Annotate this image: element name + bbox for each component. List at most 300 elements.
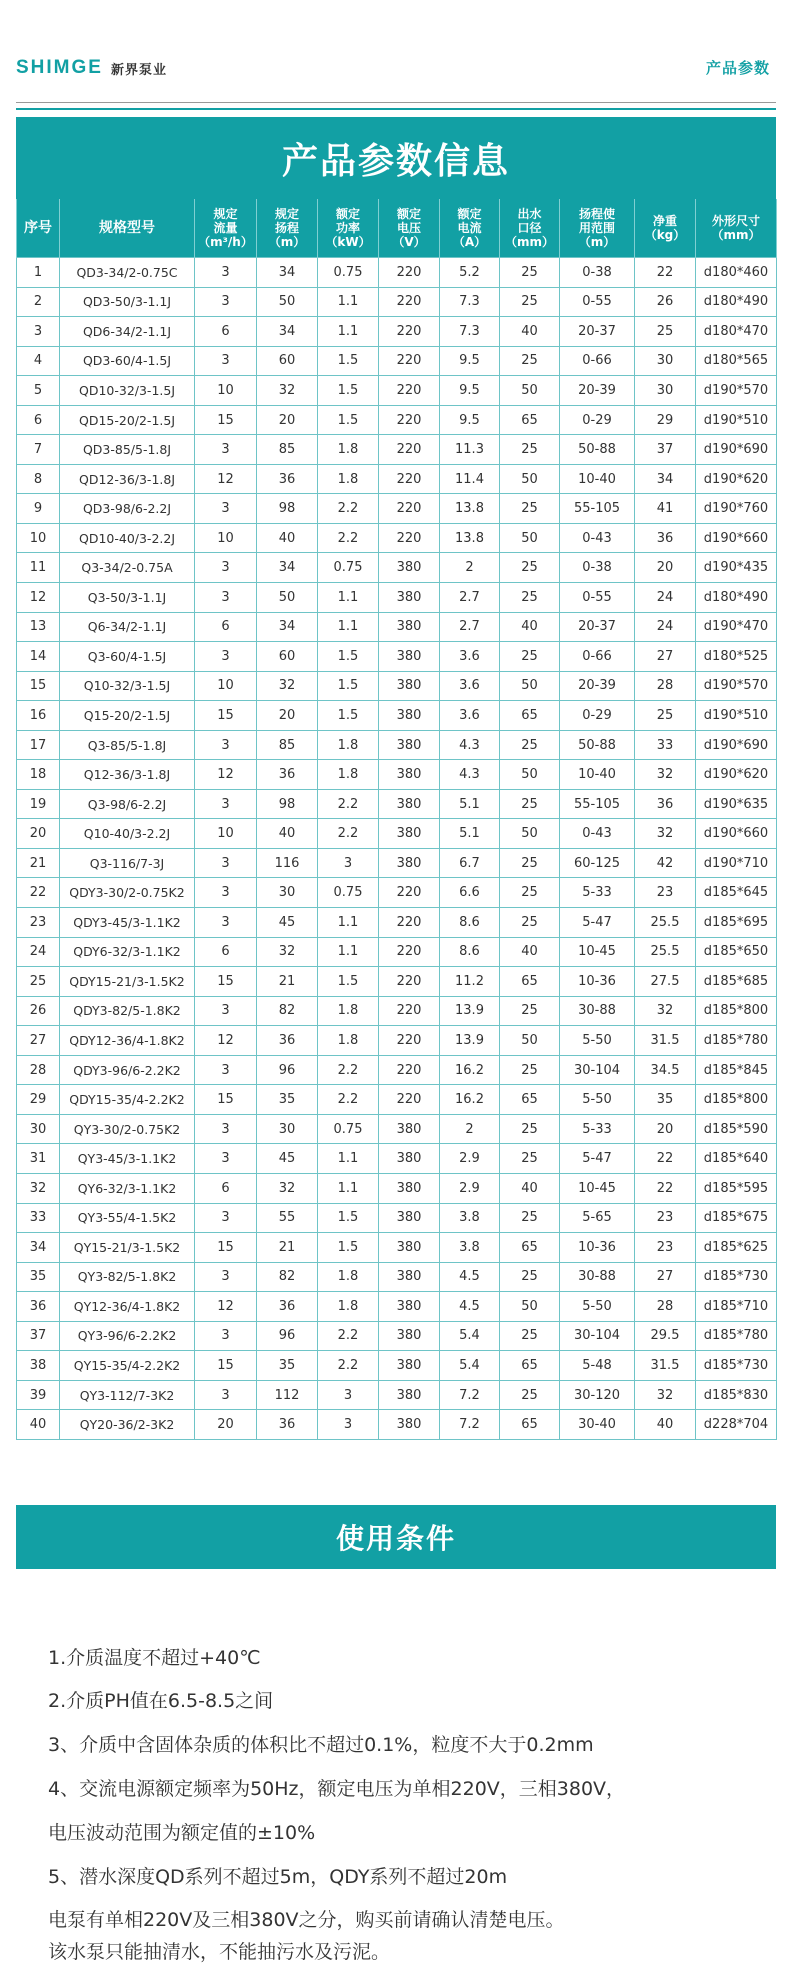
table-cell: 55-105 — [560, 494, 635, 524]
column-header: 外形尺寸 （mm） — [696, 199, 777, 258]
table-cell: 7.3 — [440, 287, 500, 317]
table-cell: 34 — [257, 553, 318, 583]
table-row — [17, 967, 777, 997]
table-cell: 1.8 — [318, 464, 379, 494]
table-cell: 2.2 — [318, 494, 379, 524]
usage-condition-line: 电泵有单相220V及三相380V之分，购买前请确认清楚电压。 — [48, 1909, 565, 1931]
table-row — [17, 1203, 777, 1233]
table-cell: 13 — [17, 612, 60, 642]
table-cell: 8 — [17, 464, 60, 494]
table-row — [17, 789, 777, 819]
table-row — [17, 1292, 777, 1322]
table-row — [17, 1114, 777, 1144]
table-cell: 3 — [195, 287, 257, 317]
table-cell: 11.4 — [440, 464, 500, 494]
table-cell: 55-105 — [560, 789, 635, 819]
table-cell: 25 — [500, 1114, 560, 1144]
table-cell: 40 — [500, 1173, 560, 1203]
table-cell: 5-33 — [560, 878, 635, 908]
table-cell: 22 — [635, 258, 696, 288]
table-cell: 30 — [635, 376, 696, 406]
usage-condition-line: 电压波动范围为额定值的±10% — [48, 1822, 316, 1844]
table-cell: 20 — [635, 553, 696, 583]
table-cell: 5.1 — [440, 819, 500, 849]
table-cell: 220 — [379, 1055, 440, 1085]
usage-condition-line: 1.介质温度不超过+40℃ — [48, 1647, 261, 1669]
table-cell: 32 — [257, 1173, 318, 1203]
usage-condition-line: 该水泵只能抽清水，不能抽污水及污泥。 — [48, 1941, 391, 1963]
table-cell: 3 — [195, 642, 257, 672]
table-cell: 6 — [195, 937, 257, 967]
table-cell: 5-47 — [560, 1144, 635, 1174]
table-cell: 3 — [195, 789, 257, 819]
table-cell: 5.1 — [440, 789, 500, 819]
table-cell: QD6-34/2-1.1J — [60, 317, 195, 347]
table-cell: 5-48 — [560, 1351, 635, 1381]
table-cell: 17 — [17, 730, 60, 760]
table-cell: 3 — [195, 1380, 257, 1410]
table-cell: 25 — [500, 583, 560, 613]
table-cell: 50 — [500, 523, 560, 553]
table-row — [17, 523, 777, 553]
table-cell: 50 — [500, 1026, 560, 1056]
table-cell: 8.6 — [440, 937, 500, 967]
table-cell: 1.5 — [318, 1233, 379, 1263]
table-cell: 12 — [195, 760, 257, 790]
table-cell: QD15-20/2-1.5J — [60, 405, 195, 435]
table-cell: d190*570 — [696, 376, 777, 406]
table-cell: 98 — [257, 494, 318, 524]
table-cell: 1.8 — [318, 1292, 379, 1322]
table-cell: Q3-116/7-3J — [60, 848, 195, 878]
table-cell: 1.8 — [318, 730, 379, 760]
table-cell: QD3-85/5-1.8J — [60, 435, 195, 465]
table-cell: 0-43 — [560, 819, 635, 849]
column-header: 规格型号 — [60, 199, 195, 258]
table-row — [17, 730, 777, 760]
table-cell: 220 — [379, 435, 440, 465]
table-row — [17, 1144, 777, 1174]
table-cell: 25 — [500, 878, 560, 908]
table-cell: 40 — [500, 937, 560, 967]
table-cell: 2 — [440, 1114, 500, 1144]
table-cell: 25 — [500, 730, 560, 760]
table-cell: 12 — [17, 583, 60, 613]
table-cell: 37 — [17, 1321, 60, 1351]
table-cell: 22 — [635, 1173, 696, 1203]
table-cell: 0-55 — [560, 287, 635, 317]
table-cell: 220 — [379, 376, 440, 406]
table-row — [17, 1085, 777, 1115]
table-cell: Q3-34/2-0.75A — [60, 553, 195, 583]
table-row — [17, 1026, 777, 1056]
table-cell: Q10-40/3-2.2J — [60, 819, 195, 849]
table-cell: 3 — [17, 317, 60, 347]
table-cell: Q10-32/3-1.5J — [60, 671, 195, 701]
table-row — [17, 287, 777, 317]
table-cell: 25 — [500, 1262, 560, 1292]
column-header: 额定 电压 （V） — [379, 199, 440, 258]
table-cell: QD12-36/3-1.8J — [60, 464, 195, 494]
table-cell: 38 — [17, 1351, 60, 1381]
table-row — [17, 494, 777, 524]
table-cell: 220 — [379, 996, 440, 1026]
table-cell: 32 — [635, 760, 696, 790]
table-cell: 25 — [500, 346, 560, 376]
table-cell: 20 — [17, 819, 60, 849]
table-cell: 31.5 — [635, 1351, 696, 1381]
table-cell: 25 — [500, 789, 560, 819]
table-cell: 32 — [257, 376, 318, 406]
table-cell: 34 — [17, 1233, 60, 1263]
table-cell: 1.1 — [318, 317, 379, 347]
table-row — [17, 1055, 777, 1085]
table-cell: 0-55 — [560, 583, 635, 613]
table-cell: d180*525 — [696, 642, 777, 672]
brand-name-en: SHIMGE — [16, 57, 103, 78]
table-cell: 28 — [17, 1055, 60, 1085]
table-cell: 0-38 — [560, 258, 635, 288]
table-cell: 25 — [635, 317, 696, 347]
table-row — [17, 1321, 777, 1351]
table-cell: 380 — [379, 642, 440, 672]
table-cell: QY3-30/2-0.75K2 — [60, 1114, 195, 1144]
column-header: 净重 （kg） — [635, 199, 696, 258]
table-cell: 1.5 — [318, 346, 379, 376]
table-cell: d185*590 — [696, 1114, 777, 1144]
table-cell: 25 — [500, 1055, 560, 1085]
table-cell: 15 — [195, 1233, 257, 1263]
table-cell: QY20-36/2-3K2 — [60, 1410, 195, 1440]
table-row — [17, 435, 777, 465]
table-cell: QDY3-45/3-1.1K2 — [60, 908, 195, 938]
table-cell: 25.5 — [635, 908, 696, 938]
table-cell: 16.2 — [440, 1055, 500, 1085]
table-cell: Q3-50/3-1.1J — [60, 583, 195, 613]
table-cell: 30 — [635, 346, 696, 376]
table-row — [17, 258, 777, 288]
table-cell: 36 — [17, 1292, 60, 1322]
table-cell: 3.8 — [440, 1203, 500, 1233]
table-cell: d190*470 — [696, 612, 777, 642]
table-cell: QY3-55/4-1.5K2 — [60, 1203, 195, 1233]
table-cell: 1.8 — [318, 996, 379, 1026]
table-cell: 65 — [500, 405, 560, 435]
table-cell: 25 — [500, 287, 560, 317]
table-cell: 5.4 — [440, 1321, 500, 1351]
table-cell: 3 — [195, 848, 257, 878]
table-cell: 380 — [379, 612, 440, 642]
table-cell: 23 — [635, 1203, 696, 1233]
table-cell: 2.2 — [318, 789, 379, 819]
table-cell: 220 — [379, 405, 440, 435]
table-cell: 16.2 — [440, 1085, 500, 1115]
header-divider — [16, 102, 776, 103]
table-cell: 2 — [440, 553, 500, 583]
table-cell: d185*625 — [696, 1233, 777, 1263]
table-cell: 15 — [195, 405, 257, 435]
table-cell: 40 — [257, 523, 318, 553]
table-cell: 112 — [257, 1380, 318, 1410]
table-cell: 5.2 — [440, 258, 500, 288]
table-cell: 20-37 — [560, 317, 635, 347]
table-cell: 60 — [257, 346, 318, 376]
table-row — [17, 908, 777, 938]
table-cell: 7.2 — [440, 1380, 500, 1410]
table-cell: 21 — [257, 967, 318, 997]
table-cell: 27 — [17, 1026, 60, 1056]
table-cell: 7.2 — [440, 1410, 500, 1440]
table-cell: 28 — [635, 1292, 696, 1322]
table-cell: 55 — [257, 1203, 318, 1233]
table-row — [17, 405, 777, 435]
table-cell: 9.5 — [440, 346, 500, 376]
table-cell: 0.75 — [318, 258, 379, 288]
table-cell: 3 — [318, 848, 379, 878]
table-cell: 50 — [257, 583, 318, 613]
table-cell: QY3-82/5-1.8K2 — [60, 1262, 195, 1292]
table-cell: d185*650 — [696, 937, 777, 967]
table-cell: 3 — [195, 553, 257, 583]
table-row — [17, 671, 777, 701]
table-cell: 6 — [195, 1173, 257, 1203]
table-cell: 24 — [635, 583, 696, 613]
table-cell: 1.8 — [318, 760, 379, 790]
table-row — [17, 1410, 777, 1440]
table-cell: 21 — [257, 1233, 318, 1263]
table-cell: 36 — [257, 464, 318, 494]
table-cell: QDY15-21/3-1.5K2 — [60, 967, 195, 997]
table-cell: 25 — [500, 848, 560, 878]
table-cell: 8.6 — [440, 908, 500, 938]
table-cell: 5-65 — [560, 1203, 635, 1233]
table-cell: 96 — [257, 1321, 318, 1351]
page-header — [0, 0, 790, 118]
table-cell: 11.3 — [440, 435, 500, 465]
table-cell: 3 — [195, 908, 257, 938]
table-cell: 13.8 — [440, 494, 500, 524]
table-cell: 10-45 — [560, 937, 635, 967]
table-row — [17, 376, 777, 406]
table-cell: 40 — [17, 1410, 60, 1440]
table-cell: QDY15-35/4-2.2K2 — [60, 1085, 195, 1115]
table-cell: 10-40 — [560, 464, 635, 494]
table-cell: 3 — [195, 346, 257, 376]
table-cell: 6 — [195, 612, 257, 642]
table-cell: 380 — [379, 848, 440, 878]
table-cell: 3 — [195, 435, 257, 465]
table-row — [17, 1380, 777, 1410]
table-cell: QDY6-32/3-1.1K2 — [60, 937, 195, 967]
table-cell: QD3-50/3-1.1J — [60, 287, 195, 317]
table-cell: 5-50 — [560, 1292, 635, 1322]
table-cell: d185*595 — [696, 1173, 777, 1203]
table-cell: 20 — [635, 1114, 696, 1144]
table-cell: 32 — [635, 819, 696, 849]
table-cell: 35 — [257, 1351, 318, 1381]
table-cell: 0.75 — [318, 553, 379, 583]
table-cell: 40 — [635, 1410, 696, 1440]
table-cell: 65 — [500, 1410, 560, 1440]
table-cell: 4.5 — [440, 1262, 500, 1292]
table-cell: 2.2 — [318, 1055, 379, 1085]
table-cell: d190*620 — [696, 760, 777, 790]
table-cell: 16 — [17, 701, 60, 731]
table-cell: 10-36 — [560, 967, 635, 997]
table-cell: 35 — [635, 1085, 696, 1115]
table-cell: 25 — [500, 435, 560, 465]
table-cell: 25.5 — [635, 937, 696, 967]
table-cell: 15 — [195, 1085, 257, 1115]
table-cell: 220 — [379, 1085, 440, 1115]
table-cell: 36 — [257, 760, 318, 790]
table-cell: 220 — [379, 1026, 440, 1056]
table-cell: d185*685 — [696, 967, 777, 997]
table-cell: 0-43 — [560, 523, 635, 553]
table-cell: 45 — [257, 908, 318, 938]
table-cell: 380 — [379, 819, 440, 849]
table-cell: 25 — [17, 967, 60, 997]
table-cell: 380 — [379, 1321, 440, 1351]
table-cell: 25 — [500, 494, 560, 524]
table-cell: 18 — [17, 760, 60, 790]
table-cell: d190*660 — [696, 819, 777, 849]
table-cell: 13.9 — [440, 1026, 500, 1056]
column-header: 规定 扬程 （m） — [257, 199, 318, 258]
table-cell: 1.1 — [318, 1173, 379, 1203]
table-cell: 50 — [500, 671, 560, 701]
table-cell: 380 — [379, 1410, 440, 1440]
column-header: 额定 功率 （kW） — [318, 199, 379, 258]
table-row — [17, 464, 777, 494]
table-cell: 1.1 — [318, 583, 379, 613]
table-cell: 29.5 — [635, 1321, 696, 1351]
table-cell: 3 — [195, 583, 257, 613]
table-cell: 3 — [195, 1144, 257, 1174]
table-cell: 60 — [257, 642, 318, 672]
table-cell: 22 — [635, 1144, 696, 1174]
table-cell: 220 — [379, 494, 440, 524]
table-cell: 20 — [257, 405, 318, 435]
table-cell: d190*620 — [696, 464, 777, 494]
table-row — [17, 996, 777, 1026]
table-cell: 32 — [17, 1173, 60, 1203]
table-cell: 85 — [257, 730, 318, 760]
table-cell: 29 — [17, 1085, 60, 1115]
table-cell: 50-88 — [560, 435, 635, 465]
table-cell: 9 — [17, 494, 60, 524]
table-cell: 1.8 — [318, 1262, 379, 1292]
column-header: 扬程使 用范围 （m） — [560, 199, 635, 258]
table-cell: 1.5 — [318, 1203, 379, 1233]
table-cell: 25 — [500, 553, 560, 583]
column-header: 规定 流量 （m³/h） — [195, 199, 257, 258]
table-cell: 15 — [195, 1351, 257, 1381]
table-cell: 30-88 — [560, 996, 635, 1026]
table-cell: 25 — [500, 1380, 560, 1410]
table-cell: 220 — [379, 317, 440, 347]
table-cell: 40 — [500, 612, 560, 642]
table-cell: 6.6 — [440, 878, 500, 908]
table-cell: 380 — [379, 1114, 440, 1144]
table-cell: 3 — [195, 1321, 257, 1351]
table-cell: 34 — [257, 612, 318, 642]
table-cell: 0-38 — [560, 553, 635, 583]
table-cell: 27 — [635, 642, 696, 672]
table-cell: QD3-98/6-2.2J — [60, 494, 195, 524]
usage-conditions-title: 使用条件 — [16, 1505, 776, 1569]
table-cell: 22 — [17, 878, 60, 908]
table-cell: 0-66 — [560, 642, 635, 672]
table-cell: 14 — [17, 642, 60, 672]
table-cell: 25 — [500, 258, 560, 288]
table-cell: 50 — [500, 819, 560, 849]
table-cell: 5.4 — [440, 1351, 500, 1381]
table-cell: QD10-32/3-1.5J — [60, 376, 195, 406]
table-cell: 4.3 — [440, 760, 500, 790]
table-cell: 220 — [379, 967, 440, 997]
table-cell: d185*730 — [696, 1351, 777, 1381]
table-cell: 1.1 — [318, 937, 379, 967]
table-cell: 2.2 — [318, 1321, 379, 1351]
table-cell: 13.9 — [440, 996, 500, 1026]
table-cell: QDY3-96/6-2.2K2 — [60, 1055, 195, 1085]
table-cell: 96 — [257, 1055, 318, 1085]
spec-table-section — [16, 117, 776, 1440]
table-cell: 85 — [257, 435, 318, 465]
table-cell: 2.2 — [318, 1085, 379, 1115]
table-cell: 11 — [17, 553, 60, 583]
table-cell: 1.5 — [318, 671, 379, 701]
table-cell: 12 — [195, 1026, 257, 1056]
table-cell: 3 — [195, 878, 257, 908]
table-cell: 50 — [500, 760, 560, 790]
brand-name-cn: 新界泵业 — [110, 62, 167, 78]
table-cell: QY3-96/6-2.2K2 — [60, 1321, 195, 1351]
table-cell: 2.7 — [440, 612, 500, 642]
table-cell: 20-37 — [560, 612, 635, 642]
table-cell: d185*800 — [696, 1085, 777, 1115]
table-cell: 380 — [379, 671, 440, 701]
table-cell: d180*460 — [696, 258, 777, 288]
table-cell: 82 — [257, 996, 318, 1026]
table-cell: Q3-85/5-1.8J — [60, 730, 195, 760]
table-cell: QDY12-36/4-1.8K2 — [60, 1026, 195, 1056]
table-cell: 42 — [635, 848, 696, 878]
table-cell: 220 — [379, 464, 440, 494]
table-cell: 26 — [17, 996, 60, 1026]
table-cell: d180*490 — [696, 287, 777, 317]
table-cell: Q3-60/4-1.5J — [60, 642, 195, 672]
table-cell: 23 — [635, 1233, 696, 1263]
table-cell: d190*710 — [696, 848, 777, 878]
table-cell: d185*730 — [696, 1262, 777, 1292]
table-cell: 41 — [635, 494, 696, 524]
table-cell: 31.5 — [635, 1026, 696, 1056]
table-cell: 34 — [635, 464, 696, 494]
table-cell: d190*660 — [696, 523, 777, 553]
table-cell: 0.75 — [318, 878, 379, 908]
table-cell: 3.6 — [440, 671, 500, 701]
table-cell: d190*635 — [696, 789, 777, 819]
table-cell: 1.1 — [318, 287, 379, 317]
table-cell: 37 — [635, 435, 696, 465]
table-cell: 34 — [257, 317, 318, 347]
table-cell: 380 — [379, 1262, 440, 1292]
table-cell: 4 — [17, 346, 60, 376]
table-cell: 1.1 — [318, 1144, 379, 1174]
table-cell: 2.9 — [440, 1173, 500, 1203]
